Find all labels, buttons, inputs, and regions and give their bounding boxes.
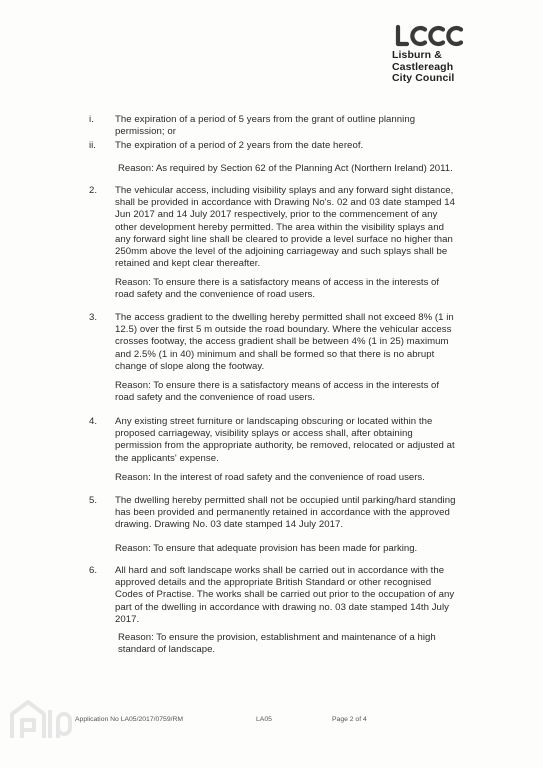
council-name-line: City Council	[392, 72, 455, 84]
text-line: The dwelling hereby permitted shall not be occupied until parking/hard standing	[115, 495, 456, 506]
footer-application-number: Application No LA05/2017/0759/RM	[75, 716, 184, 723]
text-line: Codes of Practise. The works shall be carried out prior to the occupation of any	[115, 589, 455, 601]
text-line: crosses footway, the access gradient shall be between 4% (1 in 25) maximum	[115, 336, 449, 348]
condition-2-reason	[115, 277, 439, 301]
condition-number: 2.	[89, 185, 98, 196]
condition-3-text	[115, 312, 454, 373]
condition-number: 5.	[89, 495, 98, 506]
footer-code: LA05	[256, 716, 272, 723]
condition-6-reason	[118, 632, 436, 656]
condition-5-text	[115, 495, 455, 532]
footer-page-number: Page 2 of 4	[332, 716, 367, 723]
item-ii-text	[115, 140, 363, 152]
text-line: drawing. Drawing No. 03 date stamped 14 July 2017.	[115, 519, 344, 531]
text-line: The expiration of a period of 2 years from the date hereof.	[115, 140, 364, 151]
text-line: Any existing street furniture or landscaping obscuring or located within the	[115, 416, 433, 427]
text-line: The expiration of a period of 5 years from the grant of outline planning	[115, 114, 416, 125]
condition-4-reason	[115, 472, 425, 484]
text-line: shall be provided in accordance with Drawing No's. 02 and 03 date stamped 14	[115, 197, 456, 209]
reason-line: Reason: To ensure there is a satisfactory means of access in the interests of	[115, 380, 440, 391]
council-name-line: Castlereagh	[392, 60, 454, 73]
condition-2-text	[115, 185, 455, 270]
text-line: proposed carriageway, visibility splays or access shall, after obtaining	[115, 428, 413, 440]
text-line: change of slope along the footway.	[115, 360, 265, 372]
text-line: 12.5) over the first 5 m outside the road boundary. Where the vehicular access	[115, 324, 452, 336]
text-line: The access gradient to the dwelling hereby permitted shall not exceed 8% (1 in	[115, 312, 454, 323]
item-marker: i.	[89, 114, 94, 125]
reason-line: standard of landscape.	[118, 644, 216, 656]
council-name-line: Lisburn &	[392, 49, 442, 61]
text-line: All hard and soft landscape works shall be carried out in accordance with the	[115, 565, 445, 576]
text-line: approved details and the appropriate British Standard or other recognised	[115, 577, 432, 589]
text-line: 250mm above the level of the adjoining carriageway and such splays shall be	[115, 246, 448, 258]
lccc-logo-mark	[392, 24, 470, 48]
reason-line: Reason: To ensure that adequate provision has been made for parking.	[115, 543, 418, 554]
text-line: permission; or	[115, 126, 176, 138]
reason-1	[118, 163, 453, 175]
text-line: permission from the appropriate authority, be removed, relocated or adjusted at	[115, 440, 455, 452]
text-line: part of the dwelling in accordance with drawing no. 03 date stamped 14th July	[115, 601, 449, 613]
reason-line: road safety and the convenience of road users.	[115, 392, 315, 404]
reason-line: Reason: To ensure there is a satisfactory means of access in the interests of	[115, 277, 440, 288]
item-i-text	[115, 114, 415, 138]
condition-number: 4.	[89, 416, 98, 427]
text-line: the applicants' expense.	[115, 452, 219, 464]
condition-number: 6.	[89, 565, 98, 576]
reason-line: Reason: In the interest of road safety and the convenience of road users.	[115, 472, 425, 483]
text-line: other development hereby permitted. The area within the visibility splays and	[115, 221, 444, 233]
text-line: Jun 2017 and 14 July 2017 respectively, prior to the commencement of any	[115, 209, 438, 221]
text-line: any forward sight line shall be cleared to provide a level surface no higher than	[115, 233, 453, 245]
council-name	[392, 50, 482, 85]
condition-6-text	[115, 565, 454, 626]
property-watermark-icon	[8, 698, 72, 749]
text-line: 2017.	[115, 613, 140, 625]
reason-line: road safety and the convenience of road users.	[115, 289, 315, 301]
condition-3-reason	[115, 380, 439, 404]
item-marker: ii.	[89, 140, 96, 151]
council-logo	[392, 24, 482, 85]
text-line: The vehicular access, including visibility splays and any forward sight distance,	[115, 185, 454, 196]
reason-line: Reason: As required by Section 62 of the Planning Act (Northern Ireland) 2011.	[118, 163, 453, 174]
condition-number: 3.	[89, 312, 98, 323]
condition-4-text	[115, 416, 455, 465]
reason-line: Reason: To ensure the provision, establishment and maintenance of a high	[118, 632, 436, 643]
text-line: and 2.5% (1 in 40) minimum and shall be formed so that there is no abrupt	[115, 348, 435, 360]
condition-5-reason	[115, 543, 417, 555]
text-line: retained and kept clear thereafter.	[115, 258, 261, 270]
text-line: has been provided and permanently retained in accordance with the approved	[115, 507, 450, 519]
